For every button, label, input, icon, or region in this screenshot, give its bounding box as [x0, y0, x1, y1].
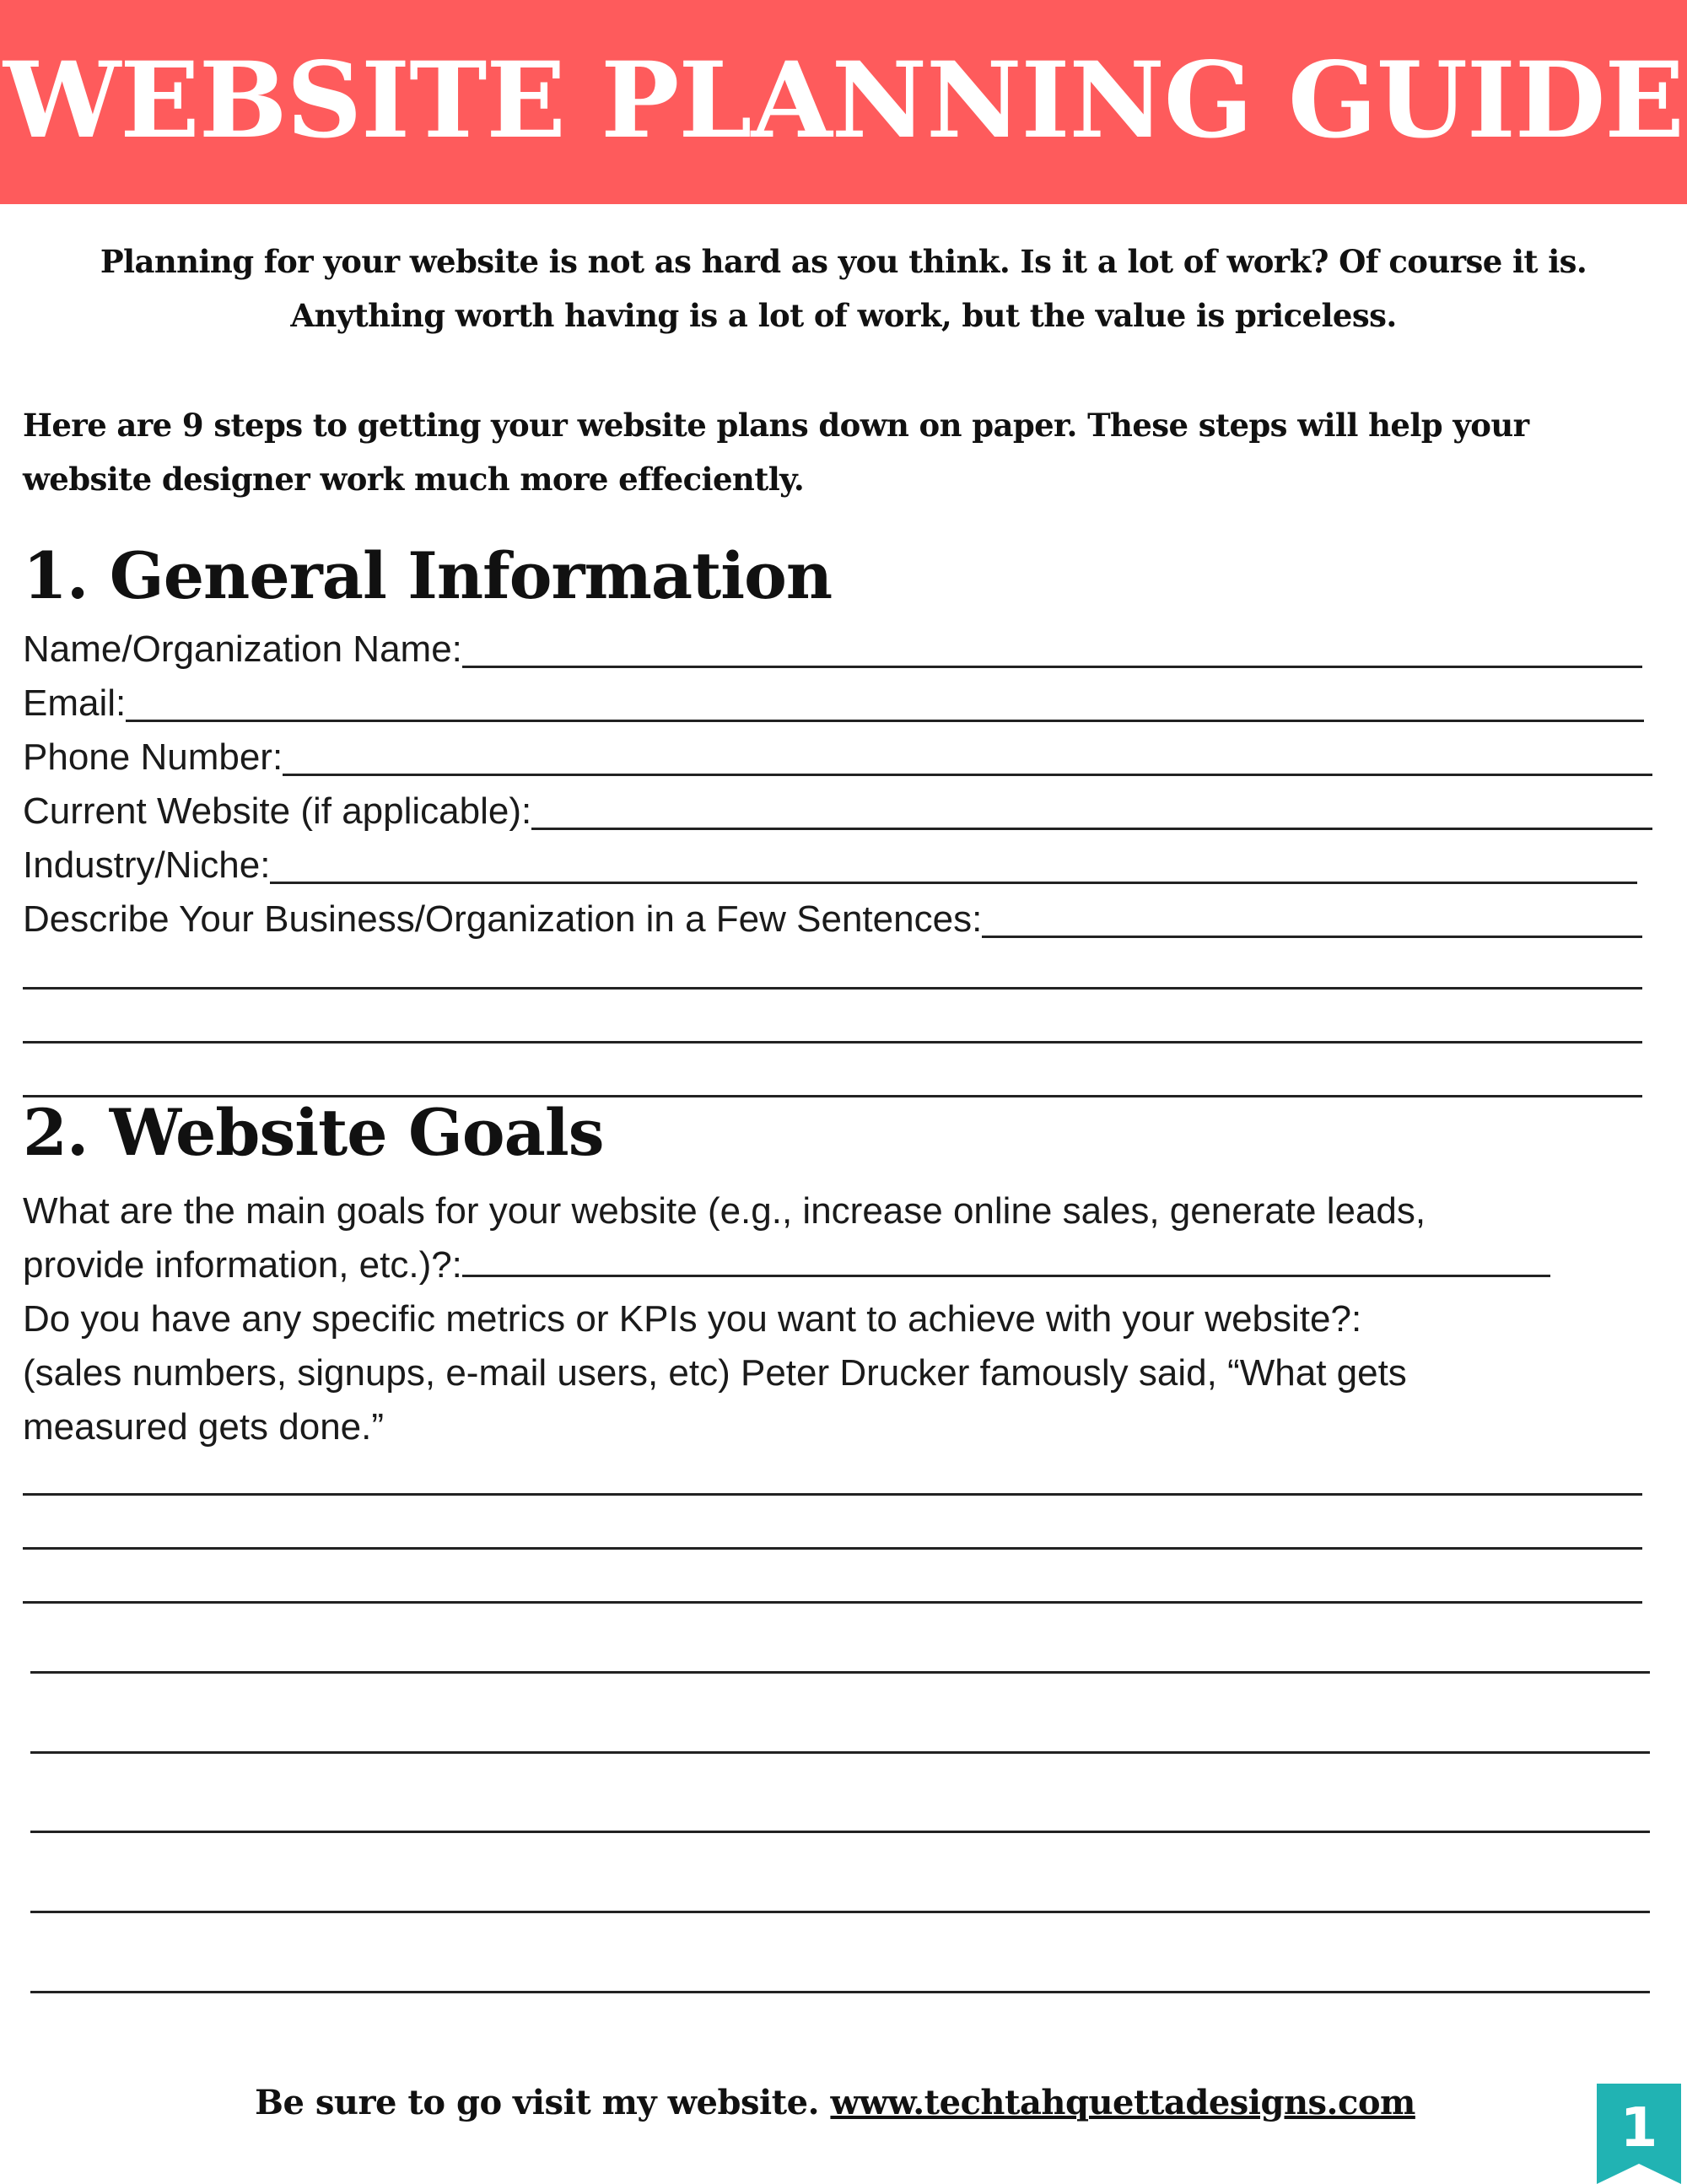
- footer: [0, 2078, 1670, 2128]
- kpi-answer-line[interactable]: [30, 1751, 1650, 1754]
- industry-niche-field[interactable]: [23, 840, 1637, 894]
- page-number-badge: [1597, 2084, 1681, 2184]
- kpi-answer-line[interactable]: [23, 1547, 1642, 1550]
- goals-question-line-1: What are the main goals for your website (e.g., increase online sales, generate leads,: [23, 1190, 1426, 1232]
- kpi-question-line-3: measured gets done.”: [23, 1406, 385, 1448]
- intro-line-2: Anything worth having is a lot of work, but the value is priceless.: [290, 297, 1397, 334]
- section-title-website-goals: 2. Website Goals: [23, 1095, 604, 1170]
- business-description-field[interactable]: [23, 894, 1642, 948]
- intro-paragraph: [0, 235, 1687, 342]
- kpi-answer-line[interactable]: [30, 1911, 1650, 1913]
- business-description-blank-line[interactable]: [23, 987, 1642, 990]
- steps-intro-line-2: website designer work much more effeciently.: [23, 461, 805, 498]
- page-number: 1: [1620, 2097, 1658, 2160]
- goals-answer-line[interactable]: [462, 1275, 1550, 1277]
- field-label: Phone Number:: [23, 736, 283, 778]
- kpi-answer-line[interactable]: [30, 1671, 1650, 1674]
- name-organization-field[interactable]: [23, 624, 1642, 678]
- goals-question: [23, 1184, 1659, 1292]
- website-link[interactable]: www.techtahquettadesigns.com: [830, 2083, 1415, 2122]
- kpi-answer-line[interactable]: [30, 1831, 1650, 1833]
- email-line[interactable]: [126, 720, 1644, 722]
- field-label: Email:: [23, 682, 127, 724]
- kpi-answer-line[interactable]: [30, 1991, 1650, 1993]
- page-title: WEBSITE PLANNING GUIDE: [3, 40, 1684, 162]
- steps-intro-paragraph: [23, 398, 1676, 506]
- kpi-question-line-1: Do you have any specific metrics or KPIs you want to achieve with your website?:: [23, 1298, 1362, 1340]
- email-field[interactable]: [23, 678, 1644, 732]
- field-label: Name/Organization Name:: [23, 628, 462, 670]
- kpi-question-line-2: (sales numbers, signups, e-mail users, etc) Peter Drucker famously said, “What gets: [23, 1352, 1407, 1394]
- header-banner: [0, 0, 1687, 204]
- kpi-answer-line[interactable]: [23, 1601, 1642, 1604]
- industry-niche-line[interactable]: [270, 882, 1637, 884]
- field-label: Describe Your Business/Organization in a Few Sentences:: [23, 898, 983, 940]
- kpi-question: [23, 1292, 1659, 1454]
- name-organization-line[interactable]: [462, 666, 1642, 668]
- phone-number-line[interactable]: [283, 774, 1652, 776]
- business-description-blank-line[interactable]: [23, 1041, 1642, 1043]
- section-title-general-information: 1. General Information: [23, 538, 833, 613]
- steps-intro-line-1: Here are 9 steps to getting your website plans down on paper. These steps will help your: [23, 407, 1529, 444]
- phone-number-field[interactable]: [23, 732, 1652, 786]
- business-description-line[interactable]: [982, 936, 1642, 938]
- field-label: Industry/Niche:: [23, 844, 271, 886]
- footer-text: Be sure to go visit my website.: [255, 2083, 831, 2122]
- kpi-answer-line[interactable]: [23, 1493, 1642, 1496]
- goals-question-line-2: provide information, etc.)?:: [23, 1244, 462, 1286]
- field-label: Current Website (if applicable):: [23, 790, 532, 832]
- current-website-field[interactable]: [23, 786, 1652, 840]
- current-website-line[interactable]: [531, 828, 1652, 830]
- intro-line-1: Planning for your website is not as hard as you think. Is it a lot of work? Of course it is.: [100, 243, 1587, 280]
